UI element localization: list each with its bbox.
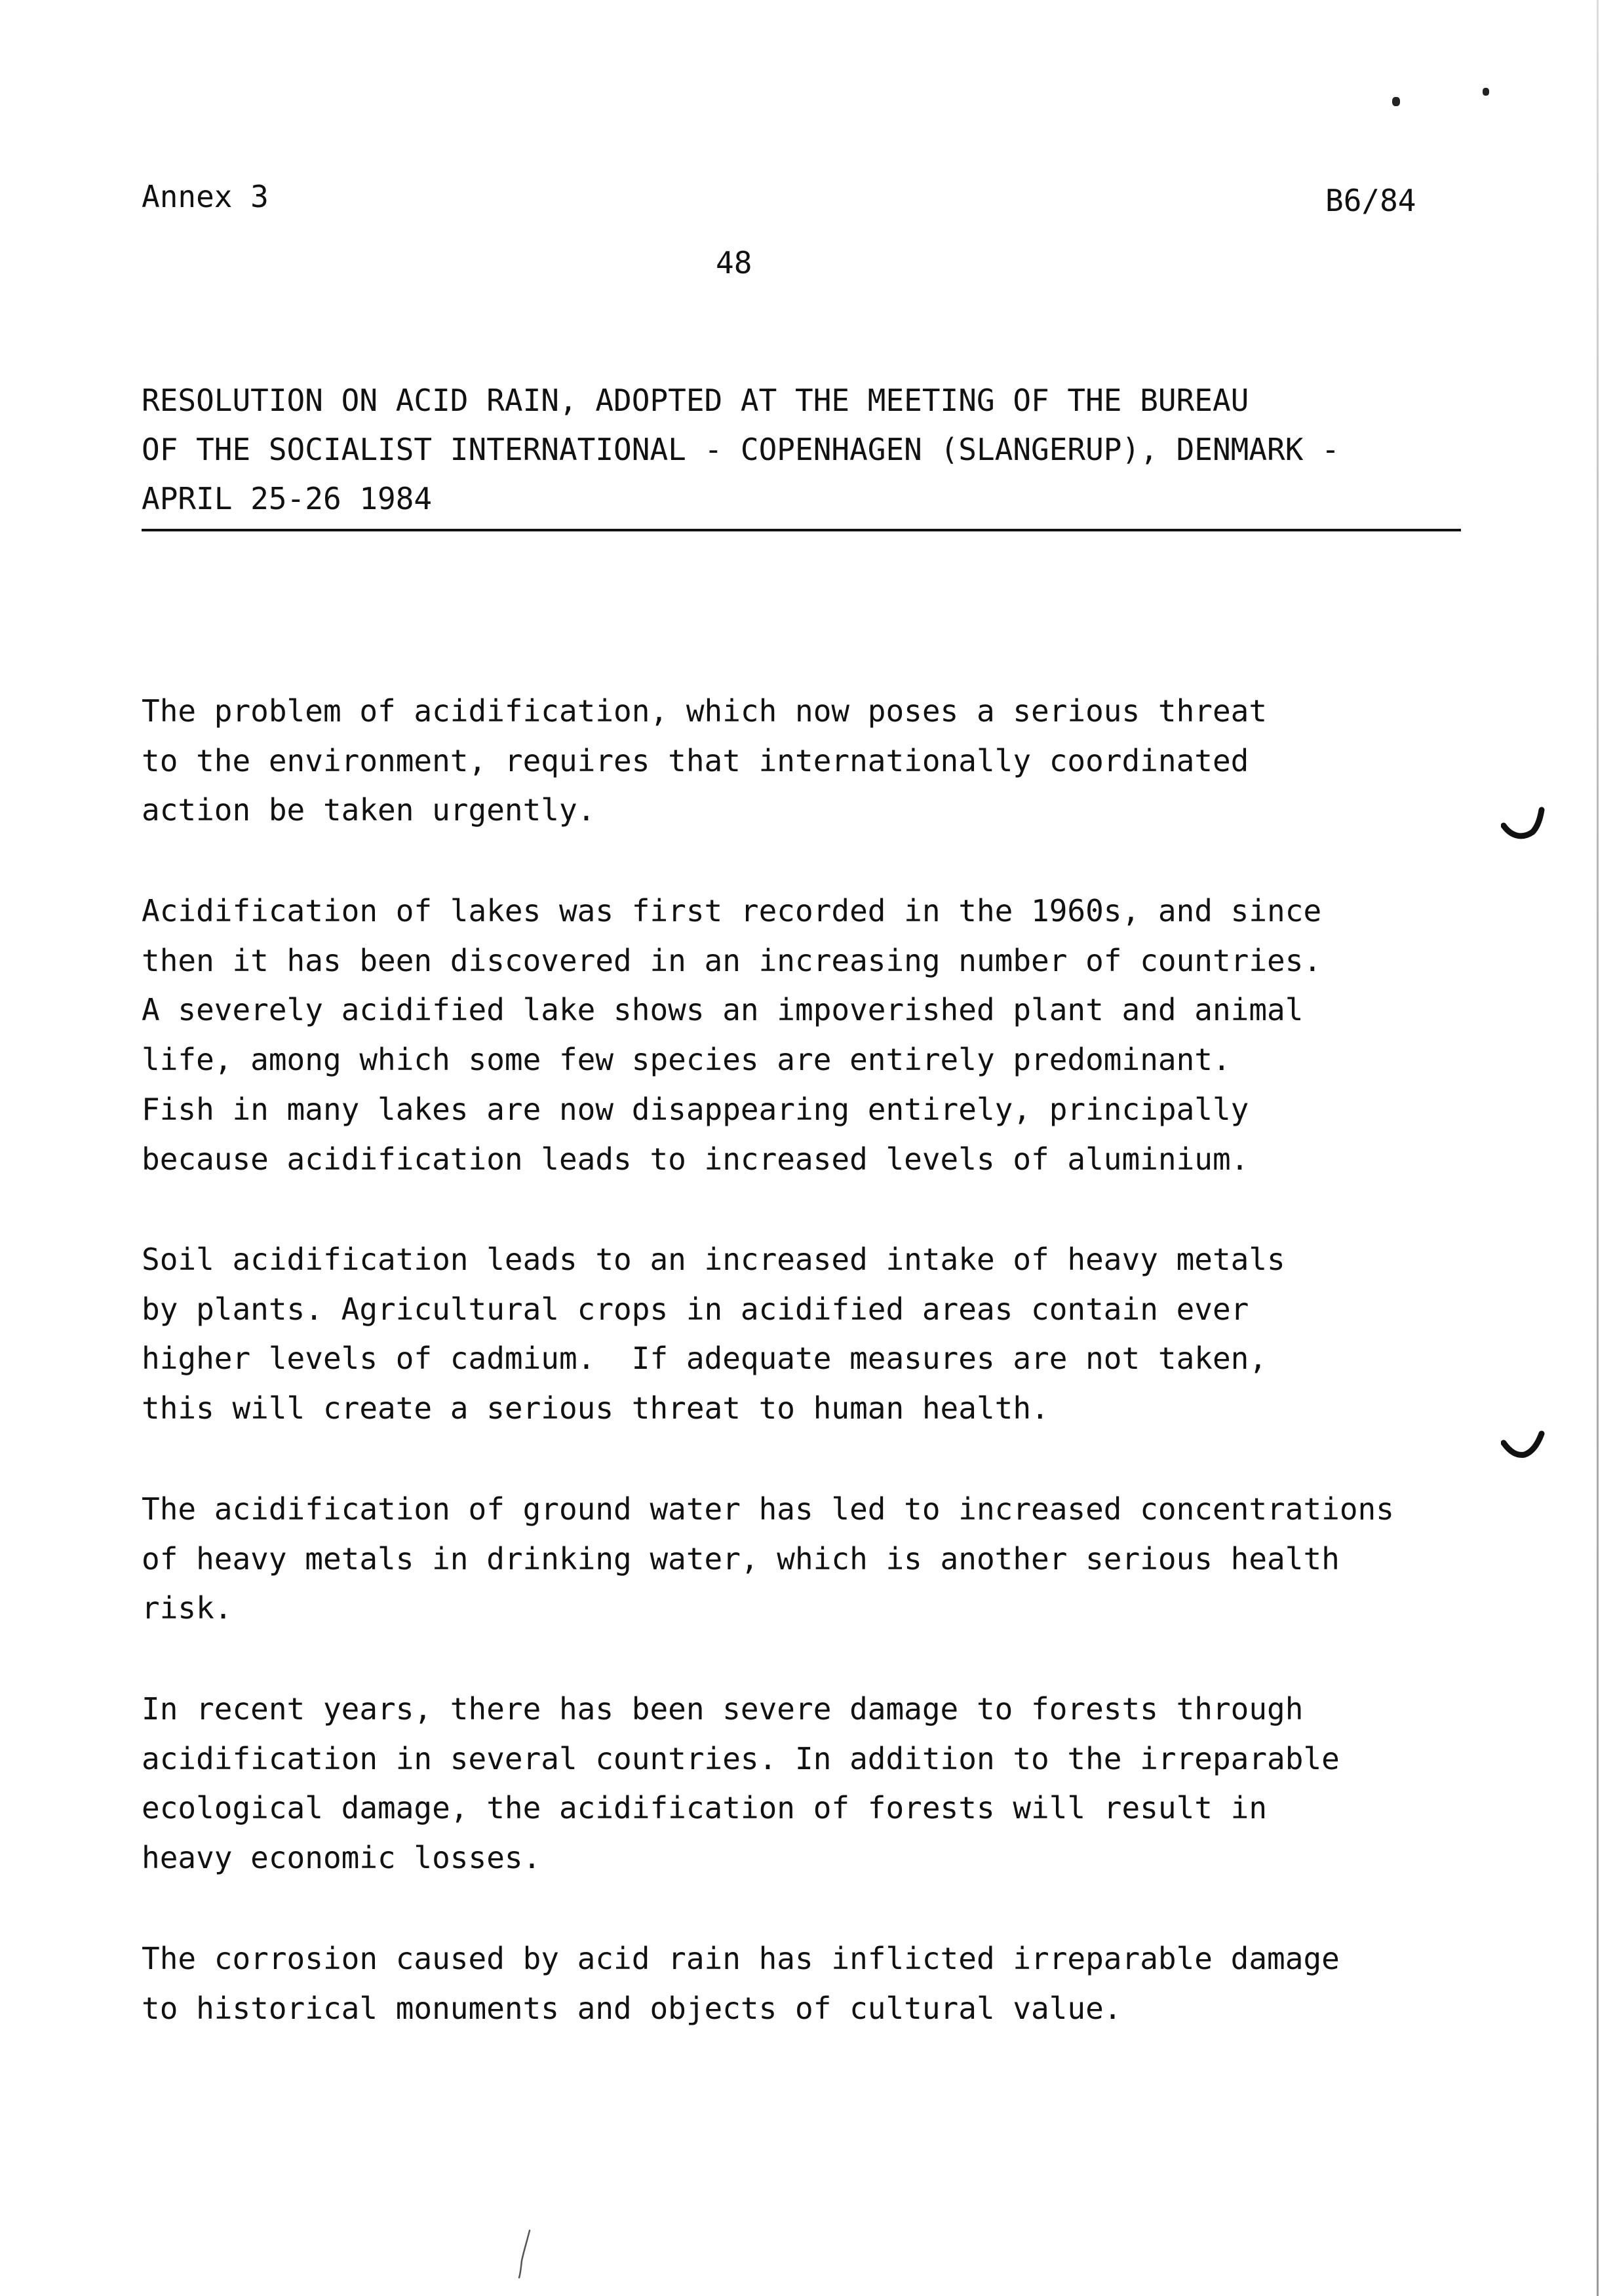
text-line: The corrosion caused by acid rain has inflicted irreparable damage	[142, 1941, 1340, 1976]
paragraph-corrosion	[142, 1934, 1505, 2033]
text-line: higher levels of cadmium. If adequate measures are not taken,	[142, 1341, 1268, 1377]
paragraph-soil-acidification	[142, 1235, 1505, 1434]
title-line: OF THE SOCIALIST INTERNATIONAL - COPENHAGEN (SLANGERUP), DENMARK -	[142, 432, 1340, 467]
check-mark-icon	[1501, 806, 1547, 845]
text-line: this will create a serious threat to human health.	[142, 1390, 1049, 1426]
text-line: acidification in several countries. In addition to the irreparable	[142, 1740, 1340, 1776]
title-underline	[142, 529, 1461, 531]
document-title	[142, 376, 1472, 524]
text-line: Fish in many lakes are now disappearing entirely, principally	[142, 1091, 1249, 1127]
text-line: In recent years, there has been severe damage to forests through	[142, 1691, 1304, 1727]
text-line: heavy economic losses.	[142, 1840, 541, 1876]
text-line: to historical monuments and objects of cultural value.	[142, 1990, 1122, 2026]
paragraph-forest-damage	[142, 1685, 1505, 1883]
pencil-stroke-mark	[515, 2228, 535, 2280]
text-line: action be taken urgently.	[142, 792, 596, 828]
title-line: RESOLUTION ON ACID RAIN, ADOPTED AT THE MEETING OF THE BUREAU	[142, 383, 1249, 418]
page-edge-line	[1597, 0, 1599, 2296]
text-line: to the environment, requires that internationally coordinated	[142, 742, 1249, 778]
text-line: ecological damage, the acidification of forests will result in	[142, 1790, 1268, 1826]
speck-mark	[1483, 88, 1489, 96]
annex-label: Annex 3	[142, 179, 269, 214]
document-code: B6/84	[1325, 183, 1416, 218]
check-mark-icon	[1501, 1428, 1547, 1468]
text-line: because acidification leads to increased levels of aluminium.	[142, 1141, 1249, 1177]
text-line: Acidification of lakes was first recorded in the 1960s, and since	[142, 893, 1322, 928]
text-line: then it has been discovered in an increasing number of countries.	[142, 942, 1322, 978]
text-line: by plants. Agricultural crops in acidified areas contain ever	[142, 1291, 1249, 1327]
speck-mark	[1392, 97, 1400, 106]
text-line: life, among which some few species are entirely predominant.	[142, 1042, 1231, 1078]
text-line: The acidification of ground water has led to increased concentrations	[142, 1491, 1394, 1527]
paragraph-lake-acidification	[142, 887, 1505, 1184]
paragraph-acidification-threat	[142, 687, 1505, 835]
page-number: 48	[716, 245, 752, 280]
text-line: risk.	[142, 1590, 233, 1626]
text-line: of heavy metals in drinking water, which is another serious health	[142, 1540, 1340, 1577]
text-line: The problem of acidification, which now poses a serious threat	[142, 693, 1268, 729]
title-line: APRIL 25-26 1984	[142, 481, 433, 516]
text-line: A severely acidified lake shows an impoverished plant and animal	[142, 992, 1304, 1028]
text-line: Soil acidification leads to an increased intake of heavy metals	[142, 1242, 1285, 1277]
paragraph-ground-water	[142, 1485, 1505, 1634]
